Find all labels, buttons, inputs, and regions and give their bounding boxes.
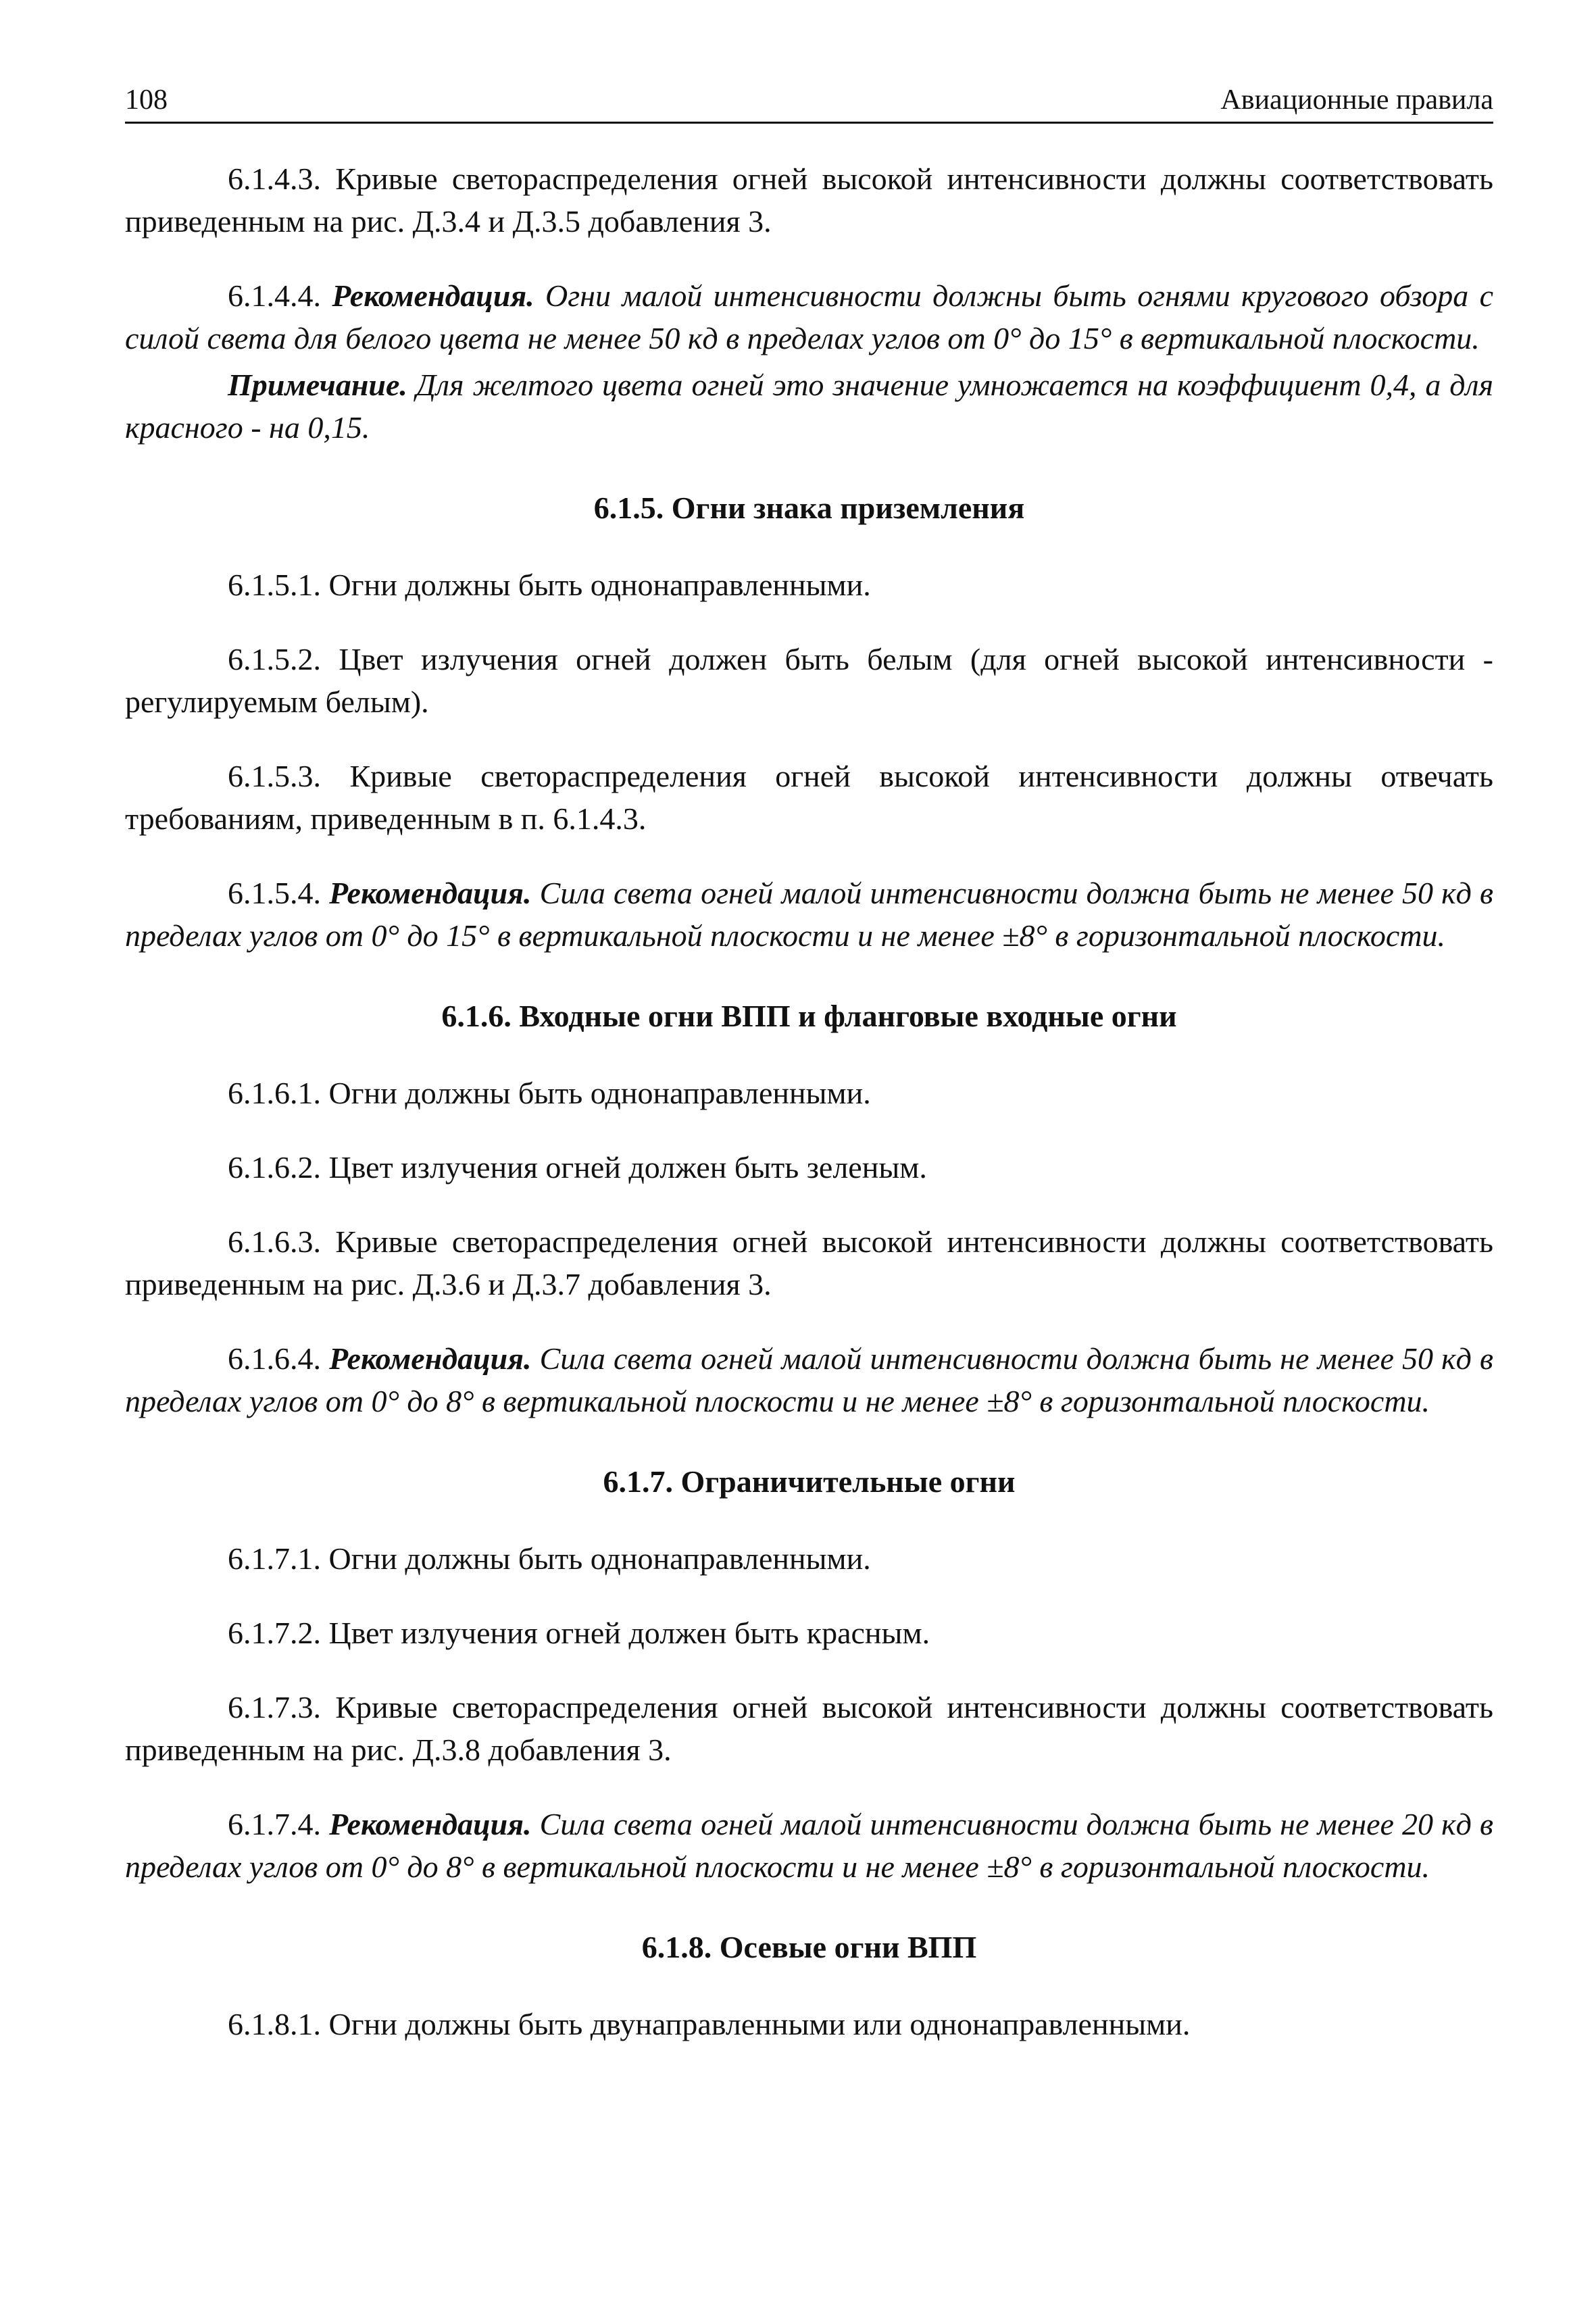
paragraph-6-1-4-3: 6.1.4.3. Кривые светораспределения огней высокой интенсивности должны соответствовать приведенным на рис. Д.3.4 и Д.3.5 добавления 3.: [125, 161, 1493, 239]
paragraph-6-1-6-3: 6.1.6.3. Кривые светораспределения огней высокой интенсивности должны соответствовать приведенным на рис. Д.3.6 и Д.3.7 добавления 3.: [125, 1224, 1493, 1301]
recommendation-label: Рекомендация.: [329, 1807, 532, 1841]
paragraph-6-1-6-1: 6.1.6.1. Огни должны быть однонаправленными.: [228, 1076, 871, 1110]
paragraph-6-1-5-1: 6.1.5.1. Огни должны быть однонаправленными.: [228, 568, 871, 602]
page-number: 108: [125, 84, 168, 116]
heading-6-1-6: 6.1.6. Входные огни ВПП и фланговые входные огни: [441, 999, 1177, 1033]
document-page: [125, 74, 1493, 2045]
paragraph-text: Огни малой интенсивности должны быть огнями кругового обзора с силой света для белого цвета не менее 50 кд в пределах углов от 0° до 15° в вертикальной плоскости.: [125, 278, 1493, 355]
paragraph-text: Сила света огней малой интенсивности должна быть не менее 20 кд в пределах углов от 0° до 8° в вертикальной плоскости и не менее ±8° в горизонтальной плоскости.: [125, 1807, 1494, 1884]
paragraph-text: Сила света огней малой интенсивности должна быть не менее 50 кд в пределах углов от 0° до 8° в вертикальной плоскости и не менее ±8° в горизонтальной плоскости.: [125, 1341, 1494, 1418]
paragraph-number: 6.1.7.4.: [228, 1807, 330, 1841]
paragraph-6-1-6-4: [125, 1337, 1493, 1422]
page-header: [125, 74, 1493, 124]
note-label: Примечание.: [228, 368, 407, 402]
paragraph-6-1-7-1: 6.1.7.1. Огни должны быть однонаправленными.: [228, 1541, 871, 1576]
running-title: Авиационные правила: [1220, 84, 1493, 116]
paragraph-number: 6.1.5.4.: [228, 876, 330, 910]
heading-6-1-7: 6.1.7. Ограничительные огни: [603, 1464, 1016, 1499]
paragraph-6-1-7-3: 6.1.7.3. Кривые светораспределения огней высокой интенсивности должны соответствовать приведенным на рис. Д.3.8 добавления 3.: [125, 1690, 1493, 1767]
paragraph-6-1-7-2: 6.1.7.2. Цвет излучения огней должен быть красным.: [228, 1616, 930, 1650]
recommendation-label: Рекомендация.: [332, 278, 534, 313]
recommendation-label: Рекомендация.: [329, 876, 532, 910]
heading-6-1-5: 6.1.5. Огни знака приземления: [593, 491, 1025, 525]
heading-6-1-8: 6.1.8. Осевые огни ВПП: [641, 1930, 977, 1964]
note-6-1-4-4: [125, 364, 1493, 449]
note-text: Для желтого цвета огней это значение умножается на коэффициент 0,4, а для красного - на 0,15.: [125, 368, 1493, 445]
paragraph-text: Сила света огней малой интенсивности должна быть не менее 50 кд в пределах углов от 0° до 15° в вертикальной плоскости и не менее ±8° в горизонтальной плоскости.: [125, 876, 1494, 953]
paragraph-6-1-4-4: [125, 274, 1493, 359]
paragraph-number: 6.1.4.4.: [228, 278, 332, 313]
paragraph-6-1-7-4: [125, 1803, 1493, 1888]
recommendation-label: Рекомендация.: [329, 1341, 532, 1376]
paragraph-6-1-5-4: [125, 872, 1493, 957]
paragraph-6-1-8-1: 6.1.8.1. Огни должны быть двунаправленными или однонаправленными.: [228, 2007, 1191, 2041]
paragraph-6-1-5-3: 6.1.5.3. Кривые светораспределения огней высокой интенсивности должны отвечать требованиям, приведенным в п. 6.1.4.3.: [125, 759, 1493, 836]
paragraph-6-1-6-2: 6.1.6.2. Цвет излучения огней должен быть зеленым.: [228, 1150, 927, 1185]
paragraph-number: 6.1.6.4.: [228, 1341, 330, 1376]
paragraph-6-1-5-2: 6.1.5.2. Цвет излучения огней должен быть белым (для огней высокой интенсивности - регулируемым белым).: [125, 642, 1493, 719]
